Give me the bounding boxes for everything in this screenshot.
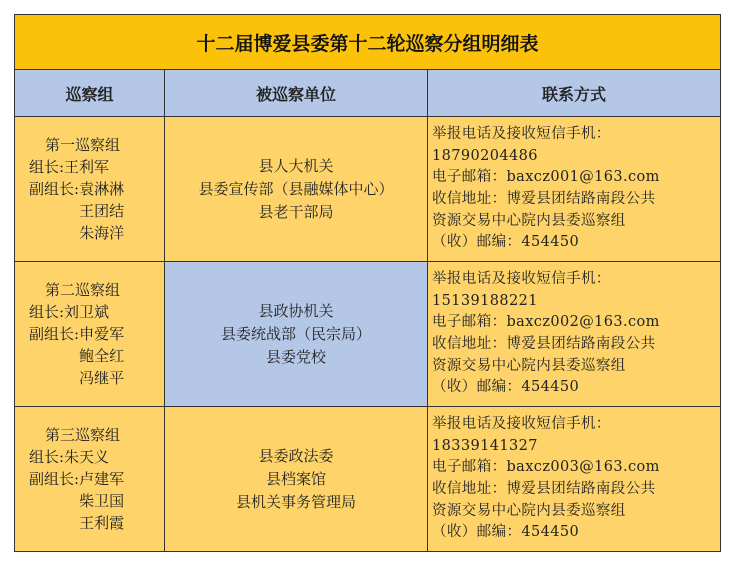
deputy-name: 卢建军 [79,470,125,488]
table-title: 十二届博爱县委第十二轮巡察分组明细表 [15,15,721,70]
deputy-name: 朱海洋 [79,224,125,242]
group-name: 第二巡察组 [45,281,121,299]
unit-name: 县人大机关 [258,156,334,175]
unit-name: 县委宣传部（县融媒体中心） [198,179,394,198]
address-line: （收）邮编：454450 [432,379,580,396]
group-name: 第一巡察组 [45,136,121,154]
address-line: 资源交易中心院内县委巡察组 [432,357,626,374]
table-row [15,407,721,552]
unit-name: 县政协机关 [258,301,334,320]
group-leader: 组长:王利军 [29,158,110,176]
table-row [15,117,721,262]
phone-number: 18339141327 [432,437,538,454]
deputy-name: 鲍全红 [79,347,125,365]
address-line: 资源交易中心院内县委巡察组 [432,212,626,229]
phone-label: 举报电话及接收短信手机： [432,416,611,433]
address-line: 收信地址：博爱县团结路南段公共 [432,481,656,497]
deputy-name: 冯继平 [79,369,125,387]
phone-number: 18790204486 [432,147,538,164]
unit-name: 县委统战部（民宗局） [220,324,371,343]
email: 电子邮箱：baxcz003@163.com [432,459,660,476]
group-leader: 组长:朱天义 [29,448,110,466]
header-group: 巡察组 [15,70,165,117]
group-leader: 组长:刘卫斌 [29,303,110,321]
header-unit: 被巡察单位 [165,70,428,117]
address-line: 资源交易中心院内县委巡察组 [432,502,626,519]
deputy-label: 副组长: [29,180,80,198]
group-name: 第三巡察组 [45,426,121,444]
unit-name: 县机关事务管理局 [235,492,356,511]
table-row [15,262,721,407]
address-line: （收）邮编：454450 [432,524,580,541]
unit-name: 县老干部局 [258,202,334,221]
group-cell [15,117,165,262]
email: 电子邮箱：baxcz001@163.com [432,169,660,186]
deputy-name: 王团结 [79,202,125,220]
header-contact: 联系方式 [428,70,721,117]
unit-name: 县委党校 [265,347,326,366]
email: 电子邮箱：baxcz002@163.com [432,314,660,331]
deputy-label: 副组长: [29,325,80,343]
deputy-name: 王利霞 [79,514,125,532]
phone-number: 15139188221 [432,292,538,309]
phone-label: 举报电话及接收短信手机： [432,126,611,143]
contact-cell [428,262,721,407]
group-cell [15,262,165,407]
inspection-group-table [14,14,721,552]
phone-label: 举报电话及接收短信手机： [432,271,611,288]
unit-cell [165,262,428,407]
address-line: （收）邮编：454450 [432,234,580,251]
deputy-name: 申爱军 [79,325,125,343]
deputy-name: 柴卫国 [79,492,125,510]
address-line: 收信地址：博爱县团结路南段公共 [432,191,656,207]
unit-cell [165,117,428,262]
unit-name: 县档案馆 [265,469,326,488]
contact-cell [428,117,721,262]
group-cell [15,407,165,552]
unit-cell [165,407,428,552]
deputy-label: 副组长: [29,470,80,488]
contact-cell [428,407,721,552]
address-line: 收信地址：博爱县团结路南段公共 [432,336,656,352]
unit-name: 县委政法委 [258,446,334,465]
deputy-name: 袁淋淋 [79,180,125,198]
